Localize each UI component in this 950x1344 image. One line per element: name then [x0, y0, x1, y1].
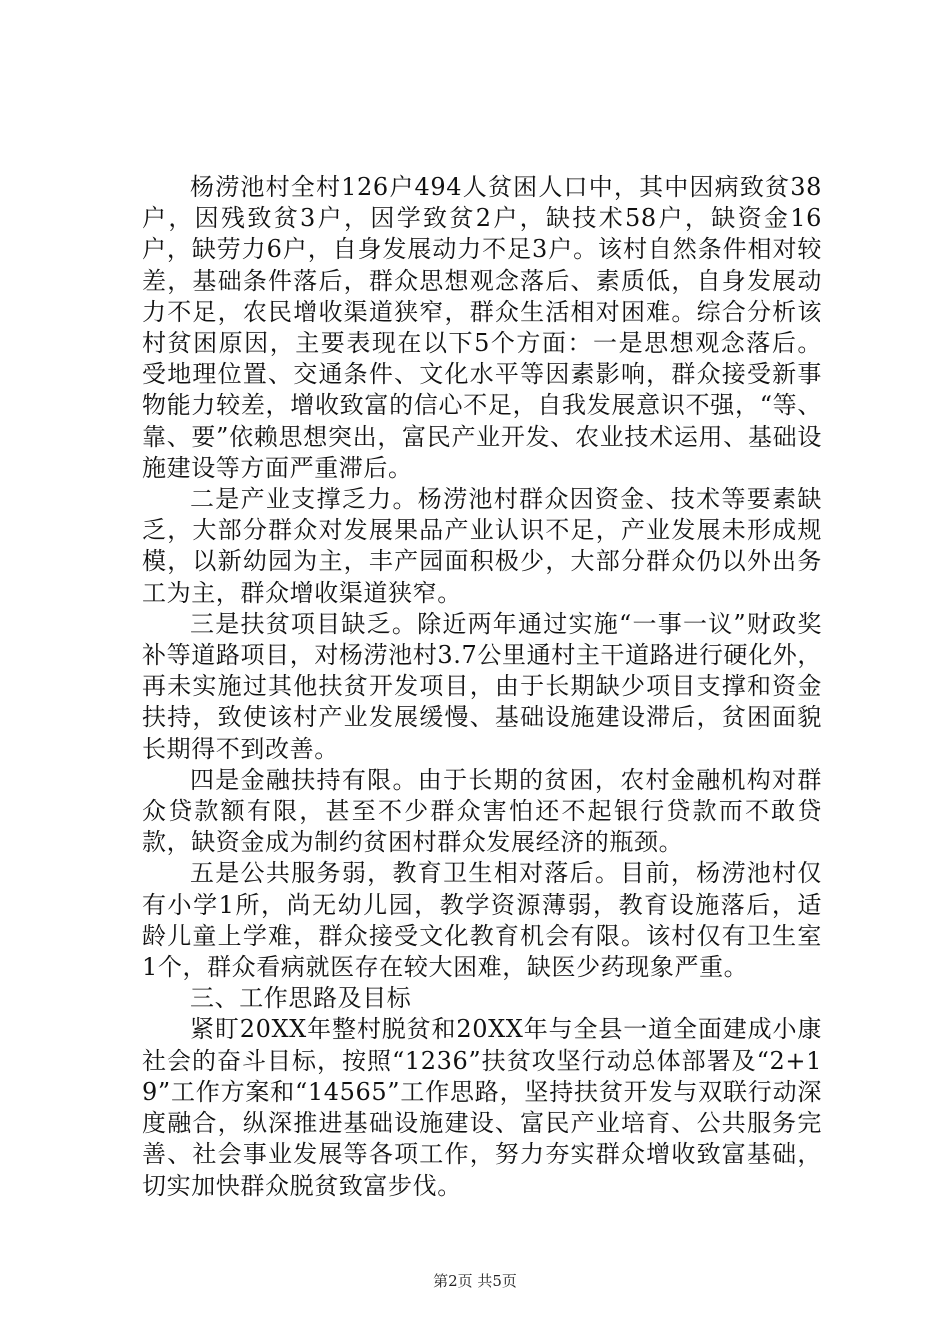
section-heading-work-goals: 三、工作思路及目标: [190, 984, 412, 1013]
paragraph-financial-support: 四是金融扶持有限。由于长期的贫困，农村金融机构对群众贷款额有限，甚至不少群众害怕还不起银行贷款而不敢贷款，缺资金成为制约贫困村群众发展经济的瓶颈。: [142, 765, 822, 857]
document-body: [142, 172, 822, 1202]
paragraph-industry-support: 二是产业支撑乏力。杨涝池村群众因资金、技术等要素缺乏，大部分群众对发展果品产业认识不足，产业发展未形成规模，以新幼园为主，丰产园面积极少，大部分群众仍以外出务工为主，群众增收渠道狭窄。: [142, 485, 822, 607]
paragraph-project-shortage: 三是扶贫项目缺乏。除近两年通过实施“一事一议”财政奖补等道路项目，对杨涝池村3.7公里通村主干道路进行硬化外，再未实施过其他扶贫开发项目，由于长期缺少项目支撑和资金扶持，致使该村产业发展缓慢、基础设施建设滞后，贫困面貌长期得不到改善。: [142, 609, 822, 763]
paragraph-public-services: 五是公共服务弱，教育卫生相对落后。目前，杨涝池村仅有小学1所，尚无幼儿园，教学资源薄弱，教育设施落后，适龄儿童上学难，群众接受文化教育机会有限。该村仅有卫生室1个，群众看病就医存在较大困难，缺医少药现象严重。: [142, 859, 822, 982]
paragraph-poverty-causes: 杨涝池村全村126户494人贫困人口中，其中因病致贫38户，因残致贫3户，因学致贫2户，缺技术58户，缺资金16户，缺劳力6户，自身发展动力不足3户。该村自然条件相对较差，基础条件落后，群众思想观念落后、素质低，自身发展动力不足，农民增收渠道狭窄，群众生活相对困难。综合分析该村贫困原因，主要表现在以下5个方面：一是思想观念落后。受地理位置、交通条件、文化水平等因素影响，群众接受新事物能力较差，增收致富的信心不足，自我发展意识不强，“等、靠、要”依赖思想突出，富民产业开发、农业技术运用、基础设施建设等方面严重滞后。: [142, 173, 822, 482]
page-number-footer: 第2页 共5页: [433, 1272, 517, 1290]
paragraph-work-plan: 紧盯20XX年整村脱贫和20XX年与全县一道全面建成小康社会的奋斗目标，按照“1236”扶贫攻坚行动总体部署及“2+19”工作方案和“14565”工作思路，坚持扶贫开发与双联行动深度融合，纵深推进基础设施建设、富民产业培育、公共服务完善、社会事业发展等各项工作，努力夯实群众增收致富基础，切实加快群众脱贫致富步伐。: [142, 1015, 822, 1200]
